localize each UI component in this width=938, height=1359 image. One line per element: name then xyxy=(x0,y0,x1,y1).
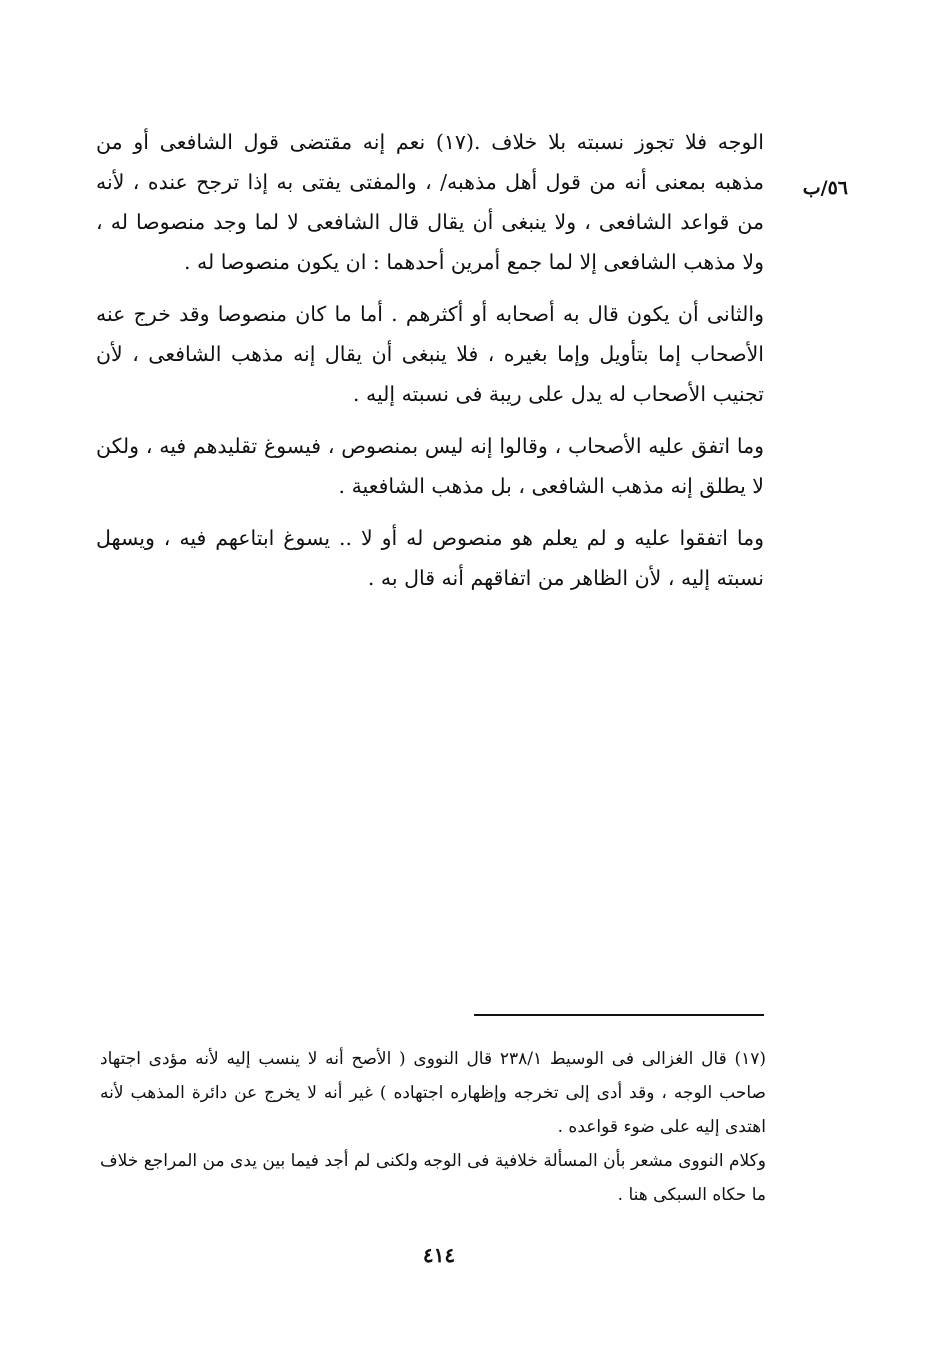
paragraph-3: وما اتفق عليه الأصحاب ، وقالوا إنه ليس بمنصوص ، فيسوغ تقليدهم فيه ، ولكن لا يطلق إنه مذهب الشافعى ، بل مذهب الشافعية . xyxy=(96,434,764,498)
folio-margin-note: ٥٦/ب xyxy=(802,177,848,199)
paragraph-4: وما اتفقوا عليه و لم يعلم هو منصوص له أو لا .. يسوغ ابتاعهم فيه ، ويسهل نسبته إليه ، لأن الظاهر من اتفاقهم أنه قال به . xyxy=(96,526,764,590)
paragraph-2: والثانى أن يكون قال به أصحابه أو أكثرهم . أما ما كان منصوصا وقد خرج عنه الأصحاب إما بتأويل وإما بغيره ، فلا ينبغى أن يقال إنه مذهب الشافعى ، لأن تجنيب الأصحاب له يدل على ريبة فى نسبته إليه . xyxy=(96,302,764,406)
footnote-17-continuation: وكلام النووى مشعر بأن المسألة خلافية فى الوجه ولكنى لم أجد فيما بين يدى من المراجع خلاف ما حكاه السبكى هنا . xyxy=(100,1151,766,1205)
footnotes xyxy=(100,1042,766,1212)
main-text xyxy=(96,122,764,610)
page-number: ٤١٤ xyxy=(422,1243,456,1267)
paragraph-1: الوجه فلا تجوز نسبته بلا خلاف .(١٧) نعم إنه مقتضى قول الشافعى أو من مذهبه بمعنى أنه من قول أهل مذهبه/ ، والمفتى يفتى به إذا ترجح عنده ، لأنه من قواعد الشافعى ، ولا ينبغى أن يقال قال الشافعى لا لما وجد منصوصا له ، ولا مذهب الشافعى إلا لما جمع أمرين أحدهما : ان يكون منصوصا له . xyxy=(96,130,764,274)
footnote-divider xyxy=(474,1014,764,1016)
footnote-17: (١٧) قال الغزالى فى الوسيط ٢٣٨/١ قال النووى ( الأصح أنه لا ينسب إليه لأنه مؤدى اجتهاد صاحب الوجه ، وقد أدى إلى تخرجه وإظهاره اجتهاده ) غير أنه لا يخرج عن دائرة المذهب لأنه اهتدى إليه على ضوء قواعده . xyxy=(100,1049,766,1137)
